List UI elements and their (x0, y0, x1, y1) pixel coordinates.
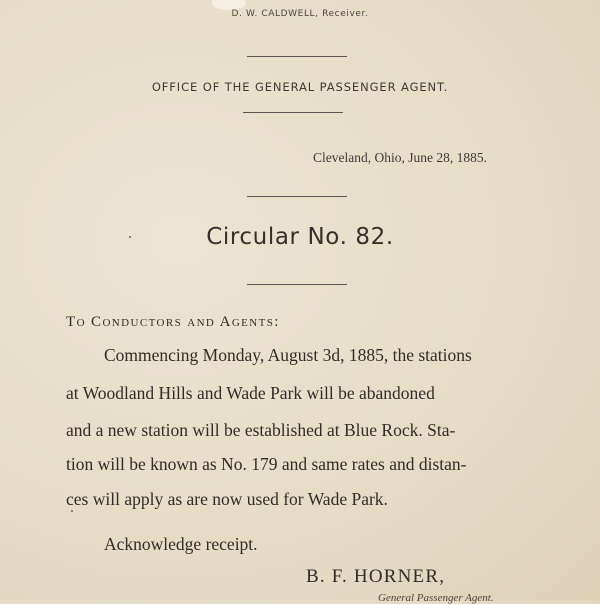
paper-speck (71, 510, 73, 512)
dateline: Cleveland, Ohio, June 28, 1885. (313, 150, 487, 165)
paper-speck (129, 236, 131, 238)
office-heading: OFFICE OF THE GENERAL PASSENGER AGENT. (151, 80, 449, 94)
salutation: To Conductors and Agents: (66, 314, 280, 330)
signature-title: General Passenger Agent. (378, 592, 494, 604)
body-line: at Woodland Hills and Wade Park will be abandoned (66, 383, 435, 403)
body-line: Commencing Monday, August 3d, 1885, the stations (104, 345, 472, 365)
body-line: tion will be known as No. 179 and same rates and distan- (66, 454, 467, 474)
divider-rule (247, 196, 347, 197)
circular-title: Circular No. 82. (206, 224, 394, 250)
divider-rule (247, 56, 347, 57)
divider-rule (243, 112, 343, 113)
divider-rule (247, 284, 347, 285)
closing-line: Acknowledge receipt. (104, 534, 258, 554)
body-line: ces will apply as are now used for Wade Park. (66, 489, 388, 509)
body-line: and a new station will be established at Blue Rock. Sta- (66, 420, 456, 440)
signature-name: B. F. HORNER, (306, 566, 446, 587)
receiver-line: D. W. CALDWELL, Receiver. (231, 9, 369, 19)
